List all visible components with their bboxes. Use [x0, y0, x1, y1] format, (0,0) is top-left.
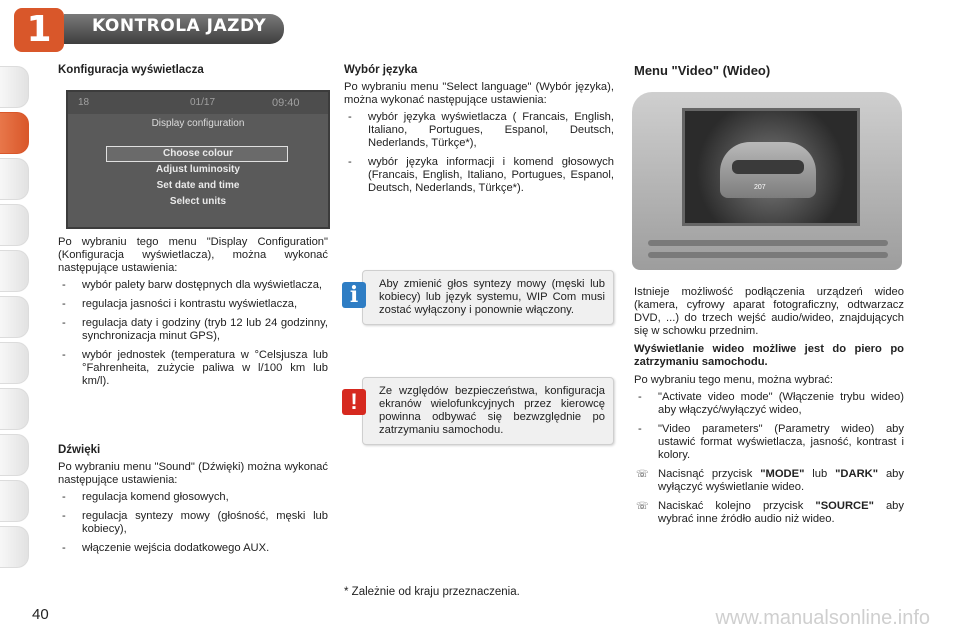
- list-item: - wybór języka wyświetlacza ( Francais, English, Italiano, Portugues, Espanol, Deutsch, Nederlands, Türkçe*),: [344, 111, 614, 150]
- footnote: * Zależnie od kraju przeznaczenia.: [344, 586, 520, 598]
- video-heading: Menu "Video" (Wideo): [634, 63, 771, 78]
- list-item-mode-button: ☏ Nacisnąć przycisk "MODE" lub "DARK" aby wyłączyć wyświetlanie wideo.: [634, 468, 904, 494]
- chapter-side-tabs: [0, 66, 32, 576]
- side-tab: [0, 480, 29, 522]
- list-item: - regulacja jasności i kontrastu wyświetlacza,: [58, 298, 328, 311]
- display-screenshot: [66, 90, 330, 229]
- info-icon: i: [342, 282, 366, 308]
- dark-label: "DARK": [835, 468, 879, 480]
- list-item: - regulacja daty i godziny (tryb 12 lub 24 godzinny, synchronizacja minut GPS),: [58, 317, 328, 343]
- sound-heading: Dźwięki: [58, 444, 101, 456]
- side-tab: [0, 204, 29, 246]
- display-config-intro: Po wybraniu tego menu "Display Configuration" (Konfiguracja wyświetlacza), można wykonać następujące ustawienia:: [58, 236, 328, 274]
- page-number: 40: [32, 606, 49, 623]
- list-item: - wybór palety barw dostępnych dla wyświetlacza,: [58, 279, 328, 292]
- unit-vent: [648, 252, 888, 258]
- menu-item-adjust-luminosity[interactable]: Adjust luminosity: [156, 164, 240, 175]
- mode-label: "MODE": [760, 468, 805, 480]
- status-left: 18: [78, 97, 90, 108]
- side-tab: [0, 434, 29, 476]
- list-item: - "Activate video mode" (Włączenie trybu wideo) aby włączyć/wyłączyć wideo,: [634, 391, 904, 417]
- side-tab: [0, 526, 29, 568]
- info-note: Aby zmienić głos syntezy mowy (męski lub kobiecy) lub język systemu, WIP Com musi zostać wyłączony i ponownie włączony.: [362, 270, 614, 325]
- chapter-number: 1: [26, 9, 52, 50]
- list-item: - regulacja syntezy mowy (głośność, męski lub kobiecy),: [58, 510, 328, 536]
- language-heading: Wybór języka: [344, 64, 418, 76]
- watermark: www.manualsonline.info: [715, 607, 930, 629]
- display-status-bar: [68, 92, 328, 114]
- video-menu-intro: Po wybraniu tego menu, można wybrać:: [634, 374, 833, 386]
- side-tab-active: [0, 112, 29, 154]
- display-menu-title: Display configuration: [151, 118, 245, 129]
- side-tab: [0, 388, 29, 430]
- sound-intro: Po wybraniu menu "Sound" (Dźwięki) można wykonać następujące ustawienia:: [58, 461, 328, 486]
- list-item: - regulacja komend głosowych,: [58, 491, 328, 504]
- page-title: KONTROLA JAZDY: [92, 16, 267, 36]
- list-item: - włączenie wejścia dodatkowego AUX.: [58, 542, 328, 555]
- menu-item-choose-colour[interactable]: Choose colour: [162, 148, 233, 159]
- status-time: 09:40: [272, 97, 300, 109]
- side-tab: [0, 158, 29, 200]
- list-item: - wybór języka informacji i komend głosowych (Francais, English, Italiano, Portugues, Espanol, Deutsch, Nederlands, Türkçe*).: [344, 156, 614, 195]
- status-date: 01/17: [190, 97, 216, 108]
- side-tab: [0, 296, 29, 338]
- side-tab: [0, 342, 29, 384]
- language-intro: Po wybraniu menu "Select language" (Wybór języka), można wykonać następujące ustawienia:: [344, 81, 614, 106]
- menu-item-set-date-time[interactable]: Set date and time: [156, 180, 240, 191]
- video-safety-note: Wyświetlanie wideo możliwe jest do piero po zatrzymaniu samochodu.: [634, 343, 904, 368]
- menu-item-select-units[interactable]: Select units: [169, 196, 227, 207]
- warning-icon: !: [342, 389, 366, 415]
- side-tab: [0, 250, 29, 292]
- unit-vent: [648, 240, 888, 246]
- car-badge: 207: [754, 184, 766, 191]
- list-item: - wybór jednostek (temperatura w °Celsjusza lub °Fahrenheita, zużycie paliwa w l/100 km lub km/l).: [58, 349, 328, 388]
- warning-note: Ze względów bezpieczeństwa, konfiguracja ekranów wielofunkcyjnych przez kierowcę powinna odbywać się bezwzględnie po zatrzymaniu samochodu.: [362, 377, 614, 445]
- display-config-heading: Konfiguracja wyświetlacza: [58, 64, 204, 76]
- list-item: - "Video parameters" (Parametry wideo) aby ustawić format wyświetlacza, jasność, kontrast i kolory.: [634, 423, 904, 462]
- source-label: "SOURCE": [815, 500, 874, 512]
- video-intro: Istnieje możliwość podłączenia urządzeń wideo (kamera, cyfrowy aparat fotograficzny, odtwarzacz DVD, ...) do trzech wejść audio/wideo, znajdujących się w schowku przednim.: [634, 286, 904, 337]
- list-item-source-button: ☏ Naciskać kolejno przycisk "SOURCE" aby wybrać inne źródło audio niż wideo.: [634, 500, 904, 526]
- car-grille: [732, 160, 804, 174]
- side-tab: [0, 66, 29, 108]
